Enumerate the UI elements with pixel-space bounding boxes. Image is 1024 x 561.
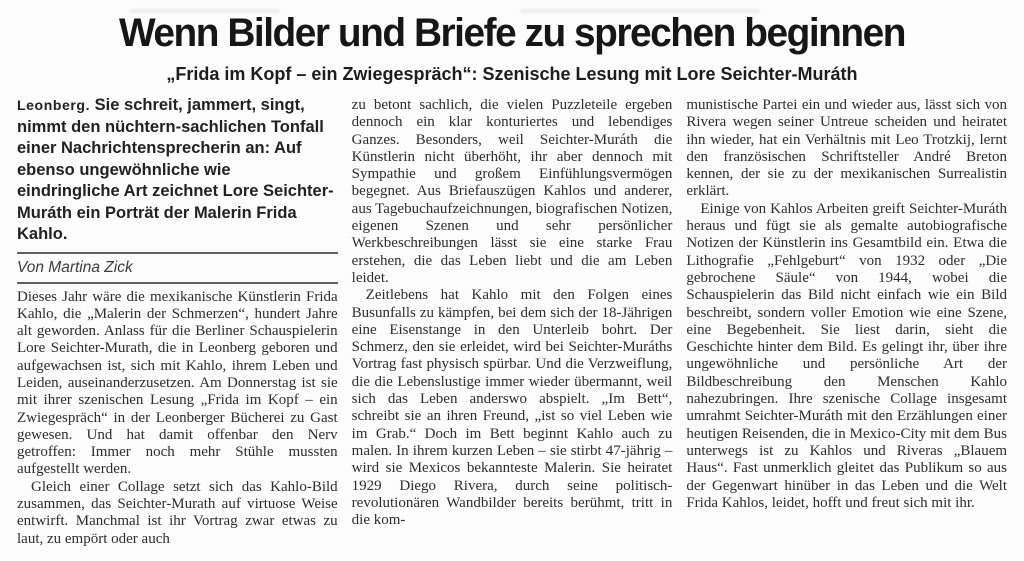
column-3 bbox=[686, 95, 1007, 512]
body-paragraph: Gleich einer Collage setzt sich das Kahlo-Bild zusammen, das Seichter-Murath auf virtuose Weise entwirft. Manchmal ist ihr Vortrag zwar etwas zu laut, zu empört oder auch bbox=[17, 478, 338, 547]
body-paragraph: zu betont sachlich, die vielen Puzzleteile ergeben dennoch ein klar konturiertes und lebendiges Ganzes. Besonders, weil Seichter-Muráth die Künstlerin nicht überhöht, ihr aber dennoch mit Sympathie und großem Einfühlungsvermögen begegnet. Aus Briefauszügen Kahlos und anderer, aus Tagebuchaufzeichnungen, biografischen Notizen, eigenen Szenen und sehr persönlicher Werkbeschreibungen lässt sie eine starke Frau erstehen, die das Leben liebt und die am Leben leidet. bbox=[351, 97, 673, 286]
body-paragraph: Dieses Jahr wäre die mexikanische Künstlerin Frida Kahlo, die „Malerin der Schmerzen“, hundert Jahre alt geworden. Anlass für die Berliner Schauspielerin Lore Seichter-Murath, die in Leonberg geboren und aufgewachsen ist, sich mit Kahlo, ihrem Leben und Leiden, auseinanderzusetzen. Am Donnerstag ist sie mit ihrer szenischen Lesung „Frida im Kopf – ein Zwiegespräch“ in der Leonberger Bücherei zu Gast gewesen. Und hat damit offenbar den Nerv getroffen: Immer noch mehr Stühle mussten aufgestellt werden. bbox=[17, 288, 338, 478]
body-paragraph: Zeitlebens hat Kahlo mit den Folgen eines Busunfalls zu kämpfen, bei dem sich der 18-Jährigen eine Eisenstange in den Unterleib bohrt. Der Schmerz, den sie erleidet, wird bei Seichter-Muráths Vortrag fast physisch spürbar. Und die Verzweiflung, die die Lebenslustige immer wieder übermannt, weil sich das Leben anderswo abspielt. „Im Bett“, schreibt sie an ihren Freund, „ist so viel Leben wie im Grab.“ Doch im Bett beginnt Kahlo auch zu malen. In ihrem kurzen Leben – sie stirbt 47-jährig – wird sie Mexicos bekannteste Malerin. Sie heiratet 1929 Diego Rivera, durch seine politisch-revolutionären Wandbilder bereits berühmt, tritt in die kom- bbox=[351, 287, 673, 529]
column-2-body bbox=[352, 97, 673, 529]
lead-paragraph bbox=[17, 95, 338, 246]
column-2 bbox=[352, 95, 673, 529]
article-columns bbox=[0, 95, 1024, 548]
body-paragraph: Einige von Kahlos Arbeiten greift Seichter-Muráth heraus und fügt sie als gemalte autobiografische Notizen der Künstlerin ins Gesamtbild ein. Etwa die Lithografie „Fehlgeburt“ von 1932 oder „Die gebrochene Säule“ von 1944, wobei die Schauspielerin das Bild nicht einfach wie ein Bild beschreibt, sondern voller Emotion wie eine Szene, eine Begebenheit. Sie liest darin, sieht die Geschichte hinter dem Bild. Es gelingt ihr, über ihre ungewöhnliche und persönliche Art der Bildbeschreibung den Menschen Kahlo nahezubringen. Ihre szenische Collage insgesamt umrahmt Seichter-Muráth mit den Erzählungen einer heutigen Reisenden, die in Mexico-City mit dem Bus unterwegs ist zu Kahlos und Riveras „Blauem Haus“. Fast unmerklich gleitet das Publikum so aus der Gegenwart hinüber in das Leben und die Welt Frida Kahlos, leidet, hofft und freut sich mit ihr. bbox=[686, 200, 1008, 511]
column-1-body bbox=[17, 289, 338, 548]
column-1 bbox=[17, 95, 338, 548]
dateline: Leonberg. bbox=[17, 97, 91, 113]
lead-text: Sie schreit, jammert, singt, nimmt den nüchtern-sachlichen Tonfall einer Nachrichtensprecherin an: Auf ebenso ungewöhnliche wie eindringliche Art zeichnet Lore Seichter-Muráth ein Porträt der Malerin Frida Kahlo. bbox=[17, 96, 334, 243]
body-paragraph: munistische Partei ein und wieder aus, lässt sich von Rivera wegen seiner Untreue scheiden und heiratet ihn wieder, hat ein Verhältnis mit Leo Trotzkij, lernt den französischen Schriftsteller André Breton kennen, der sie zu der mexikanischen Surrealistin erklärt. bbox=[686, 97, 1008, 200]
byline: Von Martina Zick bbox=[17, 258, 133, 276]
column-3-body bbox=[686, 97, 1007, 512]
byline-rule-bottom bbox=[17, 282, 338, 284]
headline: Wenn Bilder und Briefe zu sprechen beginnen bbox=[118, 11, 906, 55]
subheadline: „Frida im Kopf – ein Zwiegespräch“: Szenische Lesung mit Lore Seichter-Muráth bbox=[166, 64, 858, 84]
